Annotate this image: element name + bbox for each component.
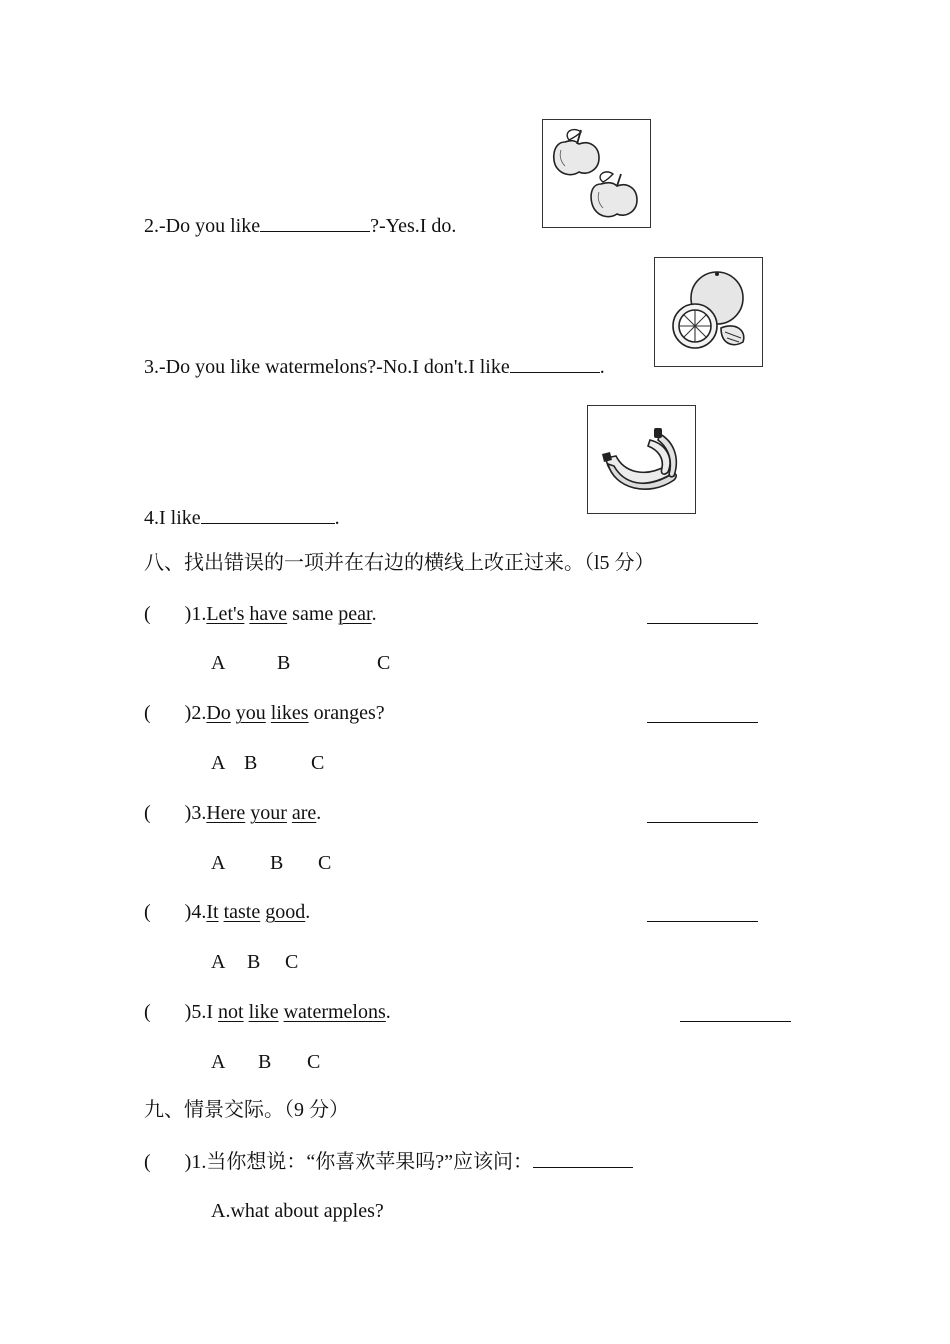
question-4 (144, 505, 340, 530)
paren-close: ) (184, 603, 192, 625)
paren-close: ) (184, 901, 192, 923)
item-3 (144, 801, 321, 825)
option-b-word: have (249, 603, 288, 625)
paren-open: ( (144, 1151, 151, 1173)
answer-blank[interactable] (510, 354, 600, 373)
option-c-word: likes (270, 702, 309, 724)
label-b: B (270, 852, 284, 874)
correction-line[interactable] (647, 623, 758, 624)
option-b-word: like (248, 1001, 279, 1023)
option-c-word: pear (338, 603, 372, 625)
label-a: A (211, 1051, 226, 1073)
item-2 (144, 701, 385, 725)
paren-open: ( (144, 901, 151, 923)
option-c-word: are (291, 802, 317, 824)
option-a-word: Let's (206, 603, 245, 625)
apples-icon (542, 119, 651, 228)
section-9-title: 九、情景交际。（9 分） (144, 1099, 349, 1121)
correction-line[interactable] (680, 1021, 791, 1022)
label-c: C (311, 752, 325, 774)
item-number: 1. (191, 603, 207, 625)
section-8-title: 八、找出错误的一项并在右边的横线上改正过来。（l5 分） (144, 552, 655, 574)
paren-open: ( (144, 802, 151, 824)
option-b-word: taste (223, 901, 261, 923)
label-a: A (211, 951, 226, 973)
paren-close: ) (184, 702, 192, 724)
question-4-suffix: . (334, 507, 340, 529)
paren-close: ) (184, 1151, 192, 1173)
correction-line[interactable] (647, 822, 758, 823)
label-a: A (211, 652, 226, 674)
item-4 (144, 900, 310, 924)
label-c: C (318, 852, 332, 874)
paren-open: ( (144, 1001, 151, 1023)
text: same (287, 603, 339, 625)
question-2-suffix: ?-Yes.I do. (370, 215, 457, 237)
correction-line[interactable] (647, 722, 758, 723)
label-c: C (377, 652, 391, 674)
item-number: 4. (191, 901, 207, 923)
label-a: A (211, 752, 226, 774)
correction-line[interactable] (647, 921, 758, 922)
question-2 (144, 213, 456, 238)
label-b: B (244, 752, 258, 774)
label-c: C (307, 1051, 321, 1073)
text: oranges? (308, 702, 385, 724)
label-b: B (277, 652, 291, 674)
question-3-suffix: . (599, 356, 605, 378)
option-a: A.what about apples? (211, 1200, 384, 1222)
label-c: C (285, 951, 299, 973)
question-3 (144, 354, 605, 379)
option-c-word: good (265, 901, 306, 923)
option-c-word: watermelons (283, 1001, 386, 1023)
item-number: 5.I (191, 1001, 219, 1023)
text: . (371, 603, 377, 625)
question-4-prefix: 4.I like (144, 507, 201, 529)
label-b: B (258, 1051, 272, 1073)
question-2-prefix: 2.-Do you like (144, 215, 261, 237)
paren-open: ( (144, 603, 151, 625)
question-text: 1.当你想说：“你喜欢苹果吗?”应该问： (191, 1151, 533, 1173)
paren-close: ) (184, 802, 192, 824)
option-a-word: Here (206, 802, 246, 824)
bananas-icon (587, 405, 696, 514)
label-a: A (211, 852, 226, 874)
item-number: 2. (191, 702, 207, 724)
paren-close: ) (184, 1001, 192, 1023)
item-5 (144, 1000, 391, 1024)
option-a-word: Do (206, 702, 231, 724)
option-a-word: not (218, 1001, 244, 1023)
question-3-prefix: 3.-Do you like watermelons?-No.I don't.I like (144, 356, 510, 378)
answer-blank[interactable] (260, 213, 370, 232)
option-b-word: your (250, 802, 287, 824)
item-number: 3. (191, 802, 207, 824)
answer-blank[interactable] (533, 1149, 633, 1168)
oranges-icon (654, 257, 763, 367)
text: . (316, 802, 322, 824)
paren-open: ( (144, 702, 151, 724)
text: . (385, 1001, 391, 1023)
answer-blank[interactable] (201, 505, 335, 524)
option-a-word: It (206, 901, 219, 923)
label-b: B (247, 951, 261, 973)
text: . (305, 901, 311, 923)
item-1 (144, 602, 377, 626)
option-b-word: you (235, 702, 266, 724)
section-9-question-1 (144, 1149, 633, 1174)
